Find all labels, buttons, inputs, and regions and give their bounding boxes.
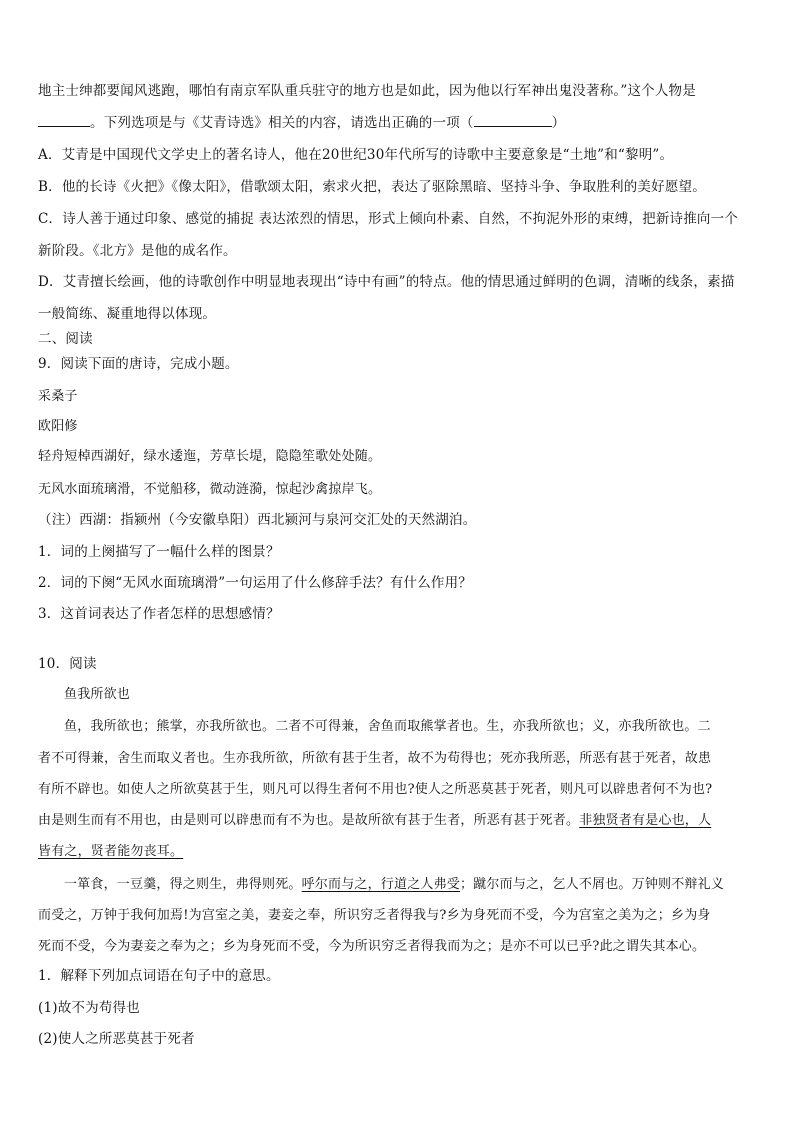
passage-p1-line-4 — [38, 812, 764, 830]
passage-p2-line-2: 而受之，万钟于我何加焉!为宫室之美，妻妾之奉，所识穷乏者得我与?乡为身死而不受，今为宫室之美为之；乡为身 — [38, 908, 711, 923]
underlined-phrase: 呼尔而与之，行道之人弗受 — [301, 877, 461, 892]
passage-text: 一箪食，一豆羹，得之则生，弗得则死。 — [64, 877, 302, 892]
passage-text: 由是则生而有不用也，由是则可以辟患而有不为也。是故所欲有甚于生者，所恶有甚于死者。 — [38, 813, 580, 828]
passage-p2-line-1 — [64, 876, 764, 894]
passage-p2-line-3: 死而不受，今为妻妾之奉为之；乡为身死而不受，今为所识穷乏者得我而为之；是亦不可以已乎?此之谓失其本心。 — [38, 939, 706, 954]
q8-option-c-line-1: C．诗人善于通过印象、感觉的捕捉 表达浓烈的情思，形式上倾向朴素、自然，不拘泥外形的束缚，把新诗推向一个 — [38, 211, 739, 227]
poem-verse-2: 无风水面琉璃滑，不觉船移，微动涟漪，惊起沙禽掠岸飞。 — [38, 482, 382, 497]
poem-title: 采桑子 — [38, 389, 78, 404]
q9-sub-question-2: 2．词的下阕“无风水面琉璃滑”一句运用了什么修辞手法？有什么作用？ — [38, 575, 472, 591]
q10-item-2: (2)使人之所恶莫甚于死者 — [38, 1031, 195, 1047]
q8-option-d-line-2: 一般简练、凝重地得以体现。 — [38, 306, 217, 322]
passage-p1-line-5 — [38, 843, 764, 861]
choice-blank[interactable] — [474, 114, 552, 127]
underlined-sentence-end: 皆有之，贤者能勿丧耳。 — [38, 844, 184, 859]
q8-option-d-line-1: D．艾青擅长绘画，他的诗歌创作中明显地表现出“诗中有画”的特点。他的情思通过鲜明的色调，清晰的线条，素描 — [38, 274, 735, 290]
q10-item-1: (1)故不为苟得也 — [38, 1000, 140, 1016]
passage-p1-line-3: 有所不辟也。如使人之所欲莫甚于生，则凡可以得生者何不用也?使人之所恶莫甚于死者，则凡可以辟患者何不为也? — [38, 782, 713, 797]
q10-sub-question-1: 1．解释下列加点词语在句子中的意思。 — [38, 968, 280, 984]
poem-verse-1: 轻舟短棹西湖好，绿水逶迤，芳草长堤，隐隐笙歌处处随。 — [38, 449, 382, 464]
q9-sub-question-3: 3．这首词表达了作者怎样的思想感情？ — [38, 606, 280, 622]
q8-instruction: 。下列选项是与《艾青诗选》相关的内容，请选出正确的一项（ — [90, 115, 474, 131]
answer-blank[interactable] — [38, 114, 90, 127]
passage-p1-line-2: 者不可得兼，舍生而取义者也。生亦我所欲，所欲有甚于生者，故不为苟得也；死亦我所恶，所恶有甚于死者，故患 — [38, 751, 712, 766]
q8-option-a: A．艾青是中国现代文学史上的著名诗人，他在20世纪30年代所写的诗歌中主要意象是“土地”和“黎明”。 — [38, 147, 674, 163]
poem-note: （注）西湖：指颍州（今安徽阜阳）西北颍河与泉河交汇处的天然湖泊。 — [38, 512, 477, 528]
passage-p1-line-1: 鱼，我所欲也；熊掌，亦我所欲也。二者不可得兼，舍鱼而取熊掌者也。生，亦我所欲也；义，亦我所欲也。二 — [64, 719, 711, 734]
q8-text-line-2 — [38, 114, 764, 132]
poem-author: 欧阳修 — [38, 419, 78, 434]
passage-text: ；蹴尔而与之，乞人不屑也。万钟则不辩礼义 — [460, 877, 725, 892]
q8-option-c-line-2: 新阶段。《北方》是他的成名作。 — [38, 243, 237, 259]
q9-prompt: 9．阅读下面的唐诗，完成小题。 — [38, 356, 239, 372]
q8-text-line-1: 地主士绅都要闻风逃跑，哪怕有南京军队重兵驻守的地方也是如此，因为他以行军神出鬼没著称。”这个人物是 — [38, 83, 696, 99]
q8-close-paren: ） — [551, 115, 566, 131]
section-heading: 二、阅读 — [38, 331, 93, 347]
q8-option-b: B．他的长诗《火把》《像太阳》，借歌颂太阳，索求火把，表达了驱除黑暗、坚持斗争、争取胜利的美好愿望。 — [38, 179, 706, 195]
passage-title: 鱼我所欲也 — [64, 687, 131, 702]
q9-sub-question-1: 1．词的上阕描写了一幅什么样的图景？ — [38, 544, 280, 560]
q10-prompt: 10．阅读 — [38, 656, 97, 672]
underlined-sentence: 非独贤者有是心也，人 — [579, 813, 712, 828]
